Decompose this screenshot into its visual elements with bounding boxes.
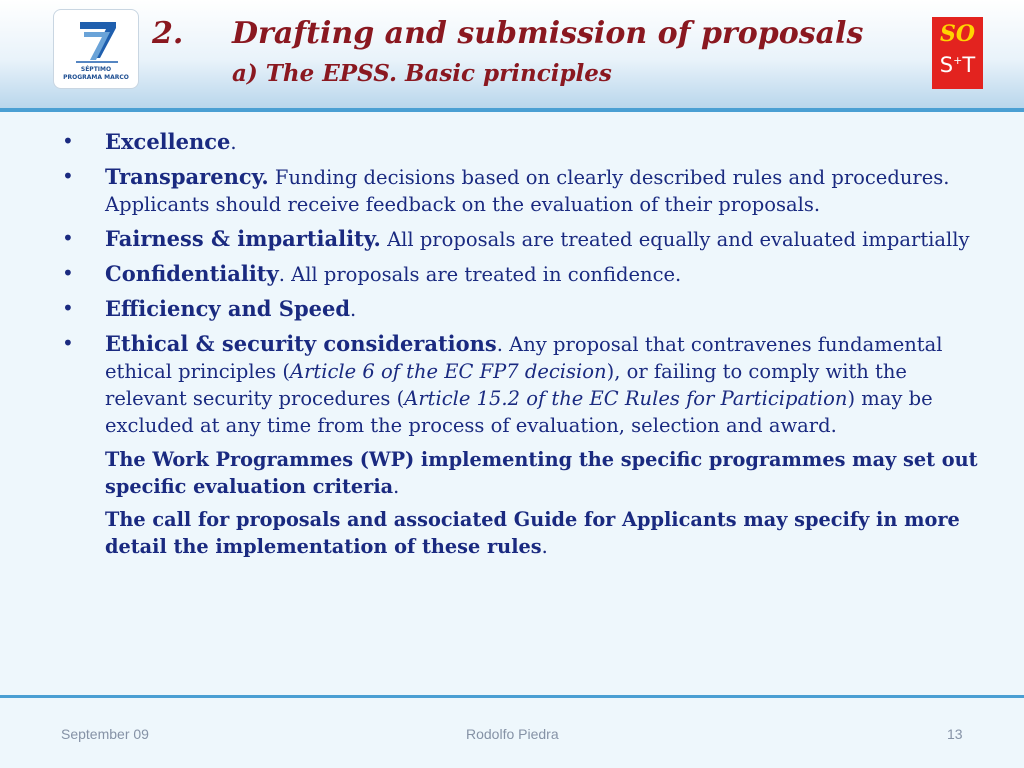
sost-logo-s: S bbox=[939, 53, 954, 77]
bullet-efficiency bbox=[62, 295, 982, 323]
header-divider bbox=[0, 108, 1024, 112]
sost-logo-t: T bbox=[962, 53, 976, 77]
page-subtitle: a) The EPSS. Basic principles bbox=[232, 60, 612, 87]
bullet-icon: • bbox=[62, 261, 74, 285]
sost-logo-top: SO bbox=[939, 21, 976, 47]
bullet-text: ) may be excluded at any time from the process of evaluation, selection and award. bbox=[105, 387, 933, 437]
bullet-confidentiality bbox=[62, 260, 982, 288]
bullet-keyword: Efficiency and Speed bbox=[105, 296, 351, 321]
note-end: . bbox=[393, 475, 400, 498]
bullet-icon: • bbox=[62, 129, 74, 153]
note-text: The call for proposals and associated Guide for Applicants may specify in more detail the implementation of these rules bbox=[105, 508, 960, 558]
bullet-excellence bbox=[62, 128, 982, 156]
bullet-citation: Article 15.2 of the EC Rules for Participation bbox=[404, 387, 848, 410]
bullet-keyword: Ethical & security considerations bbox=[105, 331, 497, 356]
bullet-text: . bbox=[230, 131, 237, 154]
footer-author: Rodolfo Piedra bbox=[466, 726, 559, 742]
note-end: . bbox=[541, 535, 548, 558]
bullet-keyword: Confidentiality bbox=[105, 261, 279, 286]
note-text: The Work Programmes (WP) implementing the specific programmes may set out specific evaluation criteria bbox=[105, 448, 978, 498]
fp7-logo-line1: SÉPTIMO bbox=[80, 66, 112, 73]
bullet-ethical bbox=[62, 330, 982, 439]
note-work-programmes bbox=[62, 446, 982, 500]
bullet-transparency bbox=[62, 163, 982, 218]
page-number: 13 bbox=[947, 726, 963, 742]
bullet-keyword: Fairness & impartiality. bbox=[105, 226, 381, 251]
title-number: 2. bbox=[152, 16, 184, 51]
bullet-citation: Article 6 of the EC FP7 decision bbox=[289, 360, 607, 383]
bullet-text: Funding decisions based on clearly described rules and procedures. Applicants should receive feedback on the evaluation of their proposals. bbox=[105, 166, 950, 216]
sost-logo bbox=[932, 17, 983, 89]
bullet-keyword: Transparency. bbox=[105, 164, 269, 189]
bullet-text: All proposals are treated equally and evaluated impartially bbox=[380, 228, 970, 251]
bullet-icon: • bbox=[62, 331, 74, 355]
bullet-text: . All proposals are treated in confidence. bbox=[278, 263, 682, 286]
bullet-text: ), or failing to comply with the relevant security procedures ( bbox=[105, 360, 907, 410]
fp7-logo bbox=[53, 9, 139, 89]
bullet-icon: • bbox=[62, 226, 74, 250]
bullet-text: . bbox=[350, 298, 357, 321]
sost-logo-bottom: S+T bbox=[939, 53, 976, 77]
footer-date: September 09 bbox=[61, 726, 149, 742]
page-title: Drafting and submission of proposals bbox=[232, 16, 864, 51]
bullet-keyword: Excellence bbox=[105, 129, 231, 154]
bullet-fairness bbox=[62, 225, 982, 253]
bullet-icon: • bbox=[62, 164, 74, 188]
bullet-text: . Any proposal that contravenes fundamental ethical principles ( bbox=[105, 333, 943, 383]
slide-body bbox=[62, 128, 982, 566]
note-call-for-proposals bbox=[62, 506, 982, 560]
fp7-logo-line2: PROGRAMA MARCO bbox=[63, 74, 129, 81]
bullet-icon: • bbox=[62, 296, 74, 320]
footer-divider bbox=[0, 695, 1024, 698]
